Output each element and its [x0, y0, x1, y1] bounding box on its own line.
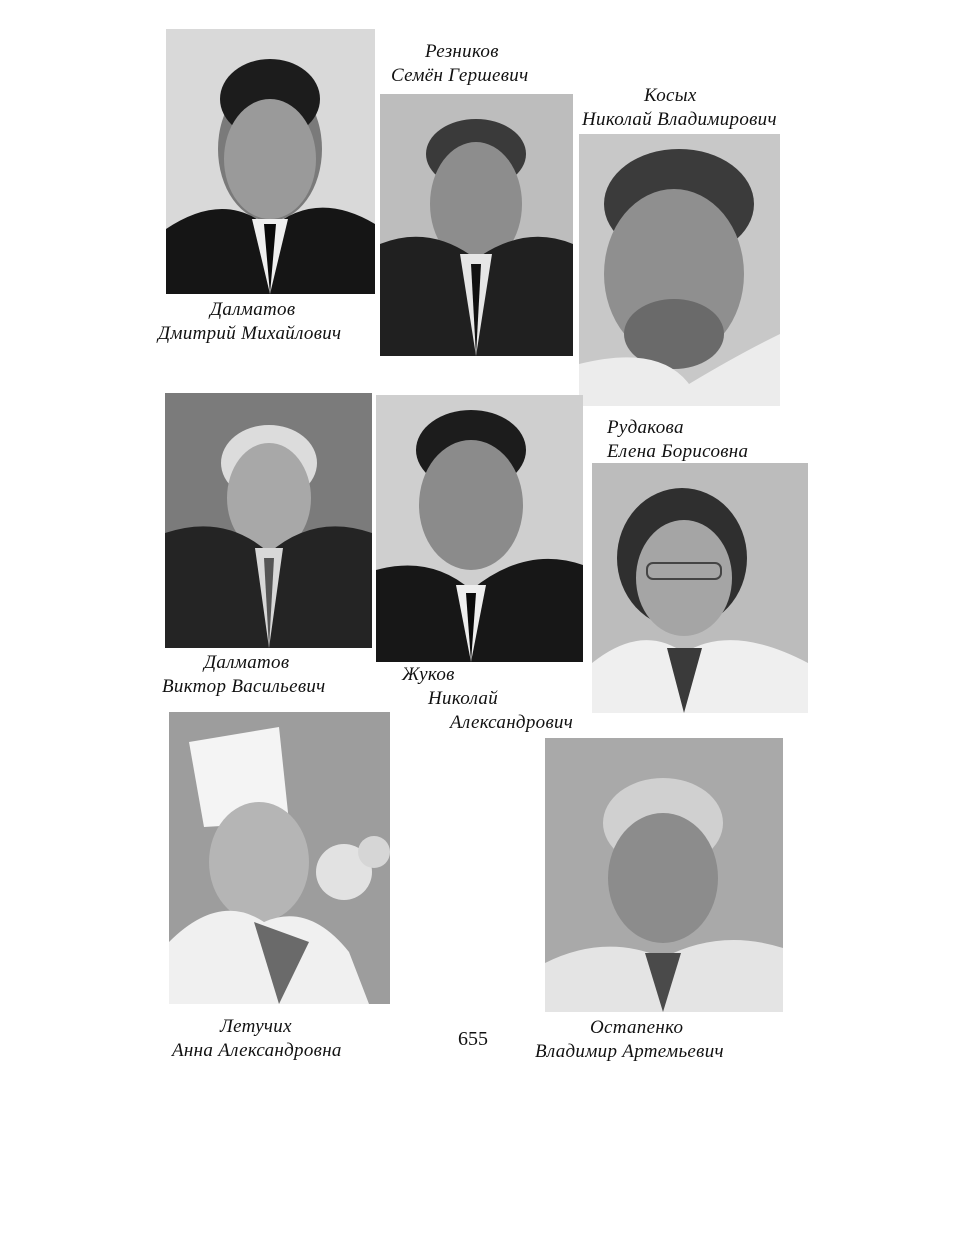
- caption-surname: Летучих: [220, 1016, 292, 1037]
- page-number: 655: [458, 1028, 488, 1050]
- caption-given-names: Елена Борисовна: [607, 441, 749, 462]
- caption-given-names: Дмитрий Михайлович: [158, 323, 342, 344]
- portrait-photo-reznikov: [380, 94, 573, 356]
- portrait-photo-rudakova: [592, 463, 808, 713]
- portrait-photo-letuchikh: [169, 712, 390, 1004]
- caption-surname: Косых: [644, 85, 697, 106]
- caption-dalmatov-dm: [158, 298, 341, 346]
- caption-rudakova: [607, 416, 748, 464]
- portrait-photo-kosykh: [579, 134, 780, 406]
- caption-given-names: Николай: [428, 688, 499, 709]
- caption-surname: Далматов: [204, 652, 290, 673]
- portrait-photo-zhukov: [376, 395, 583, 662]
- caption-given-names: Семён Гершевич: [391, 65, 529, 86]
- caption-given-names: Владимир Артемьевич: [535, 1041, 724, 1062]
- caption-given-names: Николай Владимирович: [582, 109, 777, 130]
- caption-kosykh: [582, 84, 777, 132]
- caption-surname: Далматов: [210, 299, 296, 320]
- caption-given-names-2: Александрович: [450, 712, 574, 733]
- caption-zhukov: [402, 663, 573, 735]
- caption-ostapenko: [535, 1016, 724, 1064]
- caption-dalmatov-vv: [162, 651, 326, 699]
- caption-surname: Рудакова: [607, 417, 684, 438]
- caption-given-names: Анна Александровна: [172, 1040, 342, 1061]
- portrait-photo-dalmatov-vv: [165, 393, 372, 648]
- portrait-photo-dalmatov-dm: [166, 29, 375, 294]
- caption-reznikov: [391, 40, 528, 88]
- portrait-photo-ostapenko: [545, 738, 783, 1012]
- caption-surname: Остапенко: [590, 1017, 684, 1038]
- caption-given-names: Виктор Васильевич: [162, 676, 326, 697]
- caption-letuchikh: [172, 1015, 342, 1063]
- caption-surname: Резников: [425, 41, 499, 62]
- caption-surname: Жуков: [402, 664, 455, 685]
